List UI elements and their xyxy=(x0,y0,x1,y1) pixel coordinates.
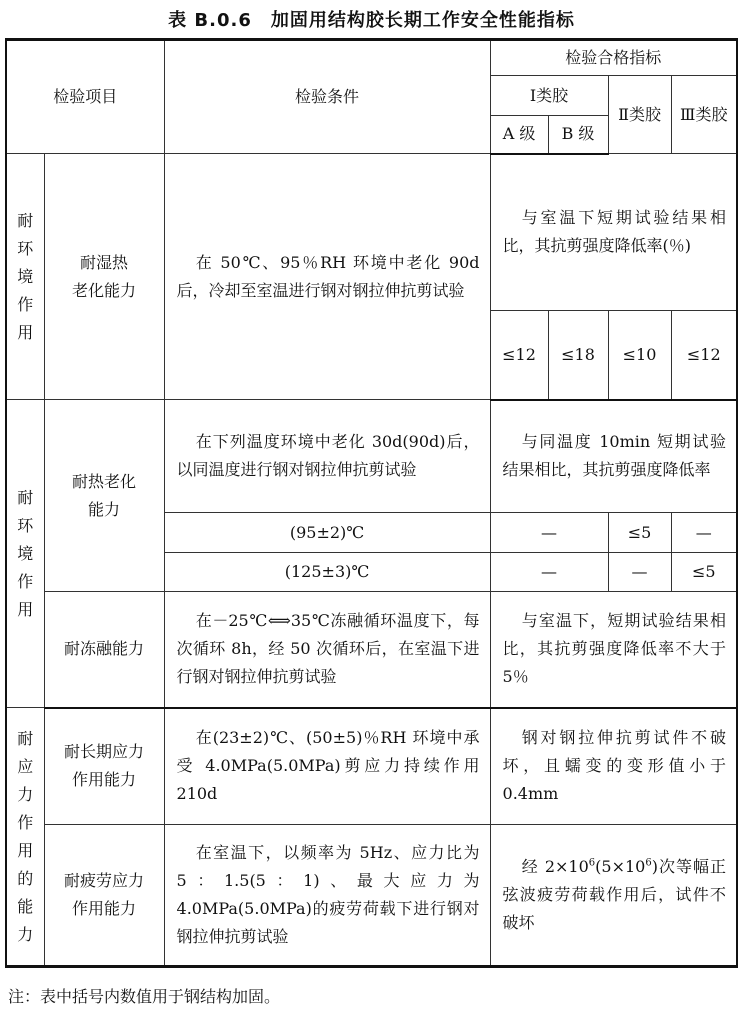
row-humid-heat xyxy=(6,154,737,311)
group-char: 耐 xyxy=(17,728,34,748)
header-class3-text: Ⅲ类胶 xyxy=(680,104,728,124)
group-env-2 xyxy=(6,400,44,708)
group-char: 耐 xyxy=(17,487,34,507)
header-class2-text: Ⅱ类胶 xyxy=(618,104,661,124)
value-class2: — xyxy=(608,553,671,592)
group-char: 环 xyxy=(17,238,34,258)
group-char: 应 xyxy=(17,756,34,776)
value-class3: — xyxy=(671,513,737,553)
table-note: 注：表中括号内数值用于钢结构加固。 xyxy=(8,987,281,1006)
table-title: 表 B.0.6 加固用结构胶长期工作安全性能指标 xyxy=(168,10,575,31)
item-long-term-stress-line2: 作用能力 xyxy=(72,770,137,790)
group-char: 环 xyxy=(17,515,34,535)
performance-table xyxy=(5,38,738,968)
condition-humid-heat: 在 50℃、95％RH 环境中老化 90d 后，冷却至室温进行钢对钢拉伸抗剪试验 xyxy=(164,154,490,400)
header-class2 xyxy=(608,76,671,154)
criteria-fatigue-part-b: (5×10 xyxy=(595,857,646,876)
criteria-fatigue-stress xyxy=(490,825,737,967)
row-long-term-stress xyxy=(6,708,737,825)
value-class3: ≤12 xyxy=(671,311,737,400)
header-class3 xyxy=(671,76,737,154)
criteria-fatigue-exp-1: 6 xyxy=(588,857,596,869)
group-env-1 xyxy=(6,154,44,400)
criteria-freeze-thaw: 与室温下，短期试验结果相比，其抗剪强度降低率不大于 5％ xyxy=(490,592,737,708)
value-class1: — xyxy=(490,553,608,592)
group-stress xyxy=(6,708,44,967)
row-fatigue-stress xyxy=(6,825,737,967)
item-humid-heat-line2: 老化能力 xyxy=(72,280,137,300)
group-char: 作 xyxy=(17,571,34,591)
item-long-term-stress-line1: 耐长期应力 xyxy=(64,742,145,762)
group-char: 能 xyxy=(17,896,34,916)
item-freeze-thaw: 耐冻融能力 xyxy=(44,592,164,708)
value-class2: ≤5 xyxy=(608,513,671,553)
condition-95c: (95±2)℃ xyxy=(164,513,490,553)
condition-125c: (125±3)℃ xyxy=(164,553,490,592)
group-char: 境 xyxy=(17,266,34,286)
criteria-fatigue-part-c: )次等幅正弦波疲劳荷载作用后，试件不破坏 xyxy=(502,857,727,932)
group-char: 作 xyxy=(17,294,34,314)
condition-heat-aging: 在下列温度环境中老化 30d(90d)后，以同温度进行钢对钢拉伸抗剪试验 xyxy=(164,400,490,513)
condition-fatigue-stress: 在室温下，以频率为 5Hz、应力比为 5：1.5(5：1)、最大应力为 4.0MPa(5.0MPa)的疲劳荷载下进行钢对钢拉伸抗剪试验 xyxy=(164,825,490,967)
item-fatigue-stress-line2: 作用能力 xyxy=(72,899,137,918)
group-char: 用 xyxy=(17,322,34,342)
criteria-heat-aging: 与同温度 10min 短期试验结果相比，其抗剪强度降低率 xyxy=(490,400,737,513)
item-fatigue-stress-line1: 耐疲劳应力 xyxy=(64,871,145,890)
group-char: 作 xyxy=(17,812,34,832)
group-char: 的 xyxy=(17,868,34,888)
group-char: 耐 xyxy=(17,210,34,230)
item-heat-aging xyxy=(44,400,164,592)
value-class3: ≤5 xyxy=(671,553,737,592)
header-item: 检验项目 xyxy=(6,40,164,154)
item-heat-aging-line2: 能力 xyxy=(88,499,121,519)
item-humid-heat xyxy=(44,154,164,400)
condition-long-term-stress: 在(23±2)℃、(50±5)％RH 环境中承受 4.0MPa(5.0MPa)剪应力持续作用 210d xyxy=(164,708,490,825)
group-char: 力 xyxy=(17,784,34,804)
item-fatigue-stress xyxy=(44,825,164,967)
header-row-1 xyxy=(6,40,737,76)
item-humid-heat-line1: 耐湿热 xyxy=(80,252,129,272)
value-a: ≤12 xyxy=(490,311,548,400)
value-b: ≤18 xyxy=(548,311,608,400)
group-char: 用 xyxy=(17,840,34,860)
header-condition: 检验条件 xyxy=(164,40,490,154)
criteria-fatigue-exp-2: 6 xyxy=(645,857,652,869)
item-long-term-stress xyxy=(44,708,164,825)
header-grade-a: A 级 xyxy=(490,116,548,154)
row-freeze-thaw xyxy=(6,592,737,708)
item-heat-aging-line1: 耐热老化 xyxy=(72,471,137,491)
value-class1: — xyxy=(490,513,608,553)
value-class2: ≤10 xyxy=(608,311,671,400)
criteria-long-term-stress: 钢对钢拉伸抗剪试件不破坏，且蠕变的变形值小于 0.4mm xyxy=(490,708,737,825)
header-grade-b: B 级 xyxy=(548,116,608,154)
row-heat-aging xyxy=(6,400,737,513)
criteria-humid-heat: 与室温下短期试验结果相比，其抗剪强度降低率(％) xyxy=(490,154,737,311)
group-char: 力 xyxy=(17,924,34,944)
group-char: 用 xyxy=(17,599,34,619)
group-char: 境 xyxy=(17,543,34,563)
criteria-fatigue-part-a: 经 2×10 xyxy=(521,857,589,876)
header-indicator: 检验合格指标 xyxy=(490,40,737,76)
header-class1: Ⅰ类胶 xyxy=(490,76,608,116)
condition-freeze-thaw: 在－25℃⟺35℃冻融循环温度下，每次循环 8h，经 50 次循环后，在室温下进行钢对钢拉伸抗剪试验 xyxy=(164,592,490,708)
